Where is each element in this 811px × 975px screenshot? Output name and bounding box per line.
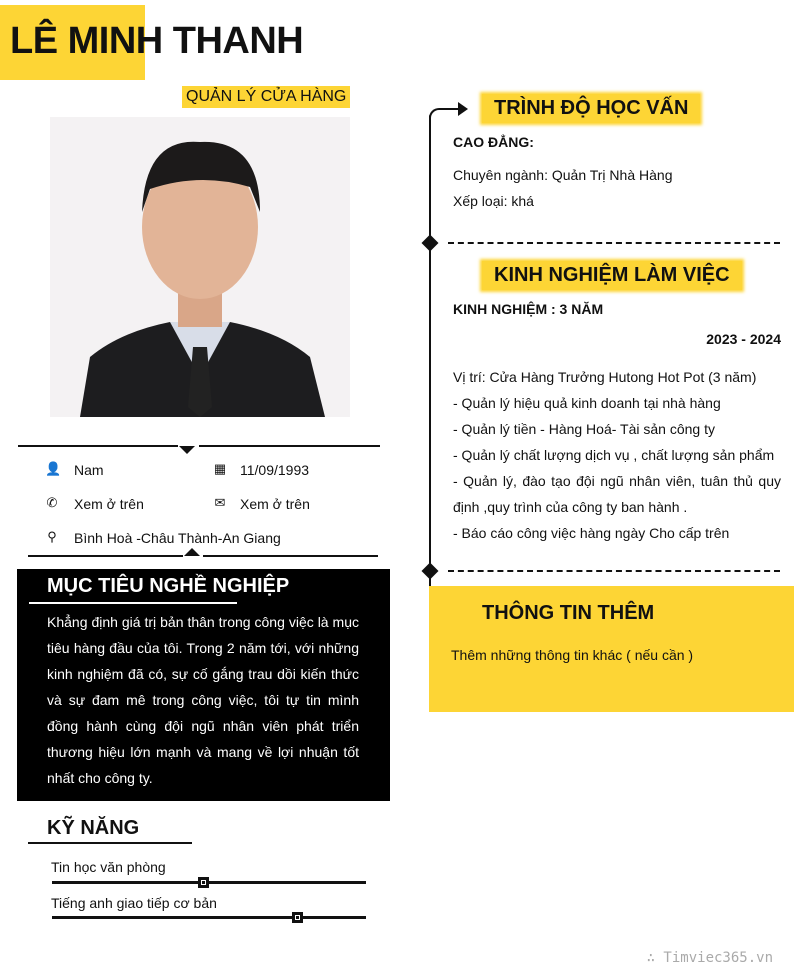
phone: Xem ở trên [74, 496, 144, 512]
experience-line: - Quản lý hiệu quả kinh doanh tại nhà hàng [453, 395, 721, 411]
divider [199, 445, 380, 447]
email-icon: ✉ [214, 495, 226, 510]
experience-line: - Quản lý chất lượng dịch vụ , chất lượng sản phẩm [453, 447, 775, 463]
skill-level-knob [198, 877, 209, 888]
title-underline [29, 602, 237, 604]
divider [203, 555, 378, 557]
location-icon: ⚲ [47, 529, 57, 544]
skill-bar [52, 881, 366, 884]
grade: Xếp loại: khá [453, 193, 534, 209]
divider [28, 555, 183, 557]
major: Chuyên ngành: Quản Trị Nhà Hàng [453, 167, 673, 183]
experience-line: - Quản lý tiền - Hàng Hoá- Tài sản công ty [453, 421, 715, 437]
education-title: TRÌNH ĐỘ HỌC VẤN [482, 94, 700, 123]
experience-line: Vị trí: Cửa Hàng Trưởng Hutong Hot Pot (3 năm) [453, 369, 757, 385]
experience-line: - Quản lý, đào tạo đội ngũ nhân viên, tuân thủ quy định ,quy trình của công ty ban hành . [453, 473, 781, 515]
skill-name: Tin học văn phòng [51, 859, 166, 875]
skill-bar [52, 916, 366, 919]
job-position: QUẢN LÝ CỬA HÀNG [182, 86, 350, 108]
degree: CAO ĐẲNG: [453, 134, 534, 150]
objective-text: Khẳng định giá trị bản thân trong công việc là mục tiêu hàng đầu của tôi. Trong 2 năm tới, với những kinh nghiệm đã có, sự cố gắng trau dồi kiến thức và sự đam mê trong công việc, tôi tự tin mình đồng hành cùng đội ngũ nhân viên phát triển thương hiệu lớn mạnh và mang về lợi nhuận tốt nhất cho công ty. [47, 614, 359, 786]
work-period: 2023 - 2024 [706, 331, 781, 347]
experience-summary: KINH NGHIỆM : 3 NĂM [453, 301, 604, 317]
diamond-icon [422, 235, 439, 252]
experience-line: - Báo cáo công việc hàng ngày Cho cấp trên [453, 525, 730, 541]
extra-title: THÔNG TIN THÊM [482, 602, 655, 624]
skills-title: KỸ NĂNG [47, 817, 140, 839]
title-underline [28, 842, 192, 844]
phone-icon: ✆ [46, 495, 58, 510]
email: Xem ở trên [240, 496, 310, 512]
experience-title: KINH NGHIỆM LÀM VIỆC [482, 261, 742, 290]
calendar-icon: ▦ [213, 461, 227, 476]
candidate-name: LÊ MINH THANH [10, 20, 304, 62]
skill-level-knob [292, 912, 303, 923]
extra-text: Thêm những thông tin khác ( nếu cần ) [451, 647, 694, 663]
arrow-right-icon [458, 102, 468, 116]
dashed-divider [448, 570, 780, 572]
timeline-line [429, 115, 431, 605]
address: Bình Hoà -Châu Thành-An Giang [74, 530, 281, 546]
dashed-divider [448, 242, 780, 244]
user-icon: 👤 [45, 461, 62, 476]
experience-details [453, 364, 781, 546]
diamond-icon [422, 563, 439, 580]
section-title: MỤC TIÊU NGHỀ NGHIỆP [47, 575, 290, 597]
profile-photo [50, 117, 350, 417]
arrow-down-icon [179, 446, 195, 454]
divider [18, 445, 178, 447]
watermark: ∴ Timviec365.vn [646, 950, 773, 966]
skill-name: Tiếng anh giao tiếp cơ bản [51, 895, 217, 911]
gender: Nam [74, 462, 104, 478]
timeline-connector [429, 108, 459, 120]
career-objective-section [17, 569, 390, 801]
arrow-up-icon [184, 548, 200, 556]
birthday: 11/09/1993 [240, 462, 310, 478]
